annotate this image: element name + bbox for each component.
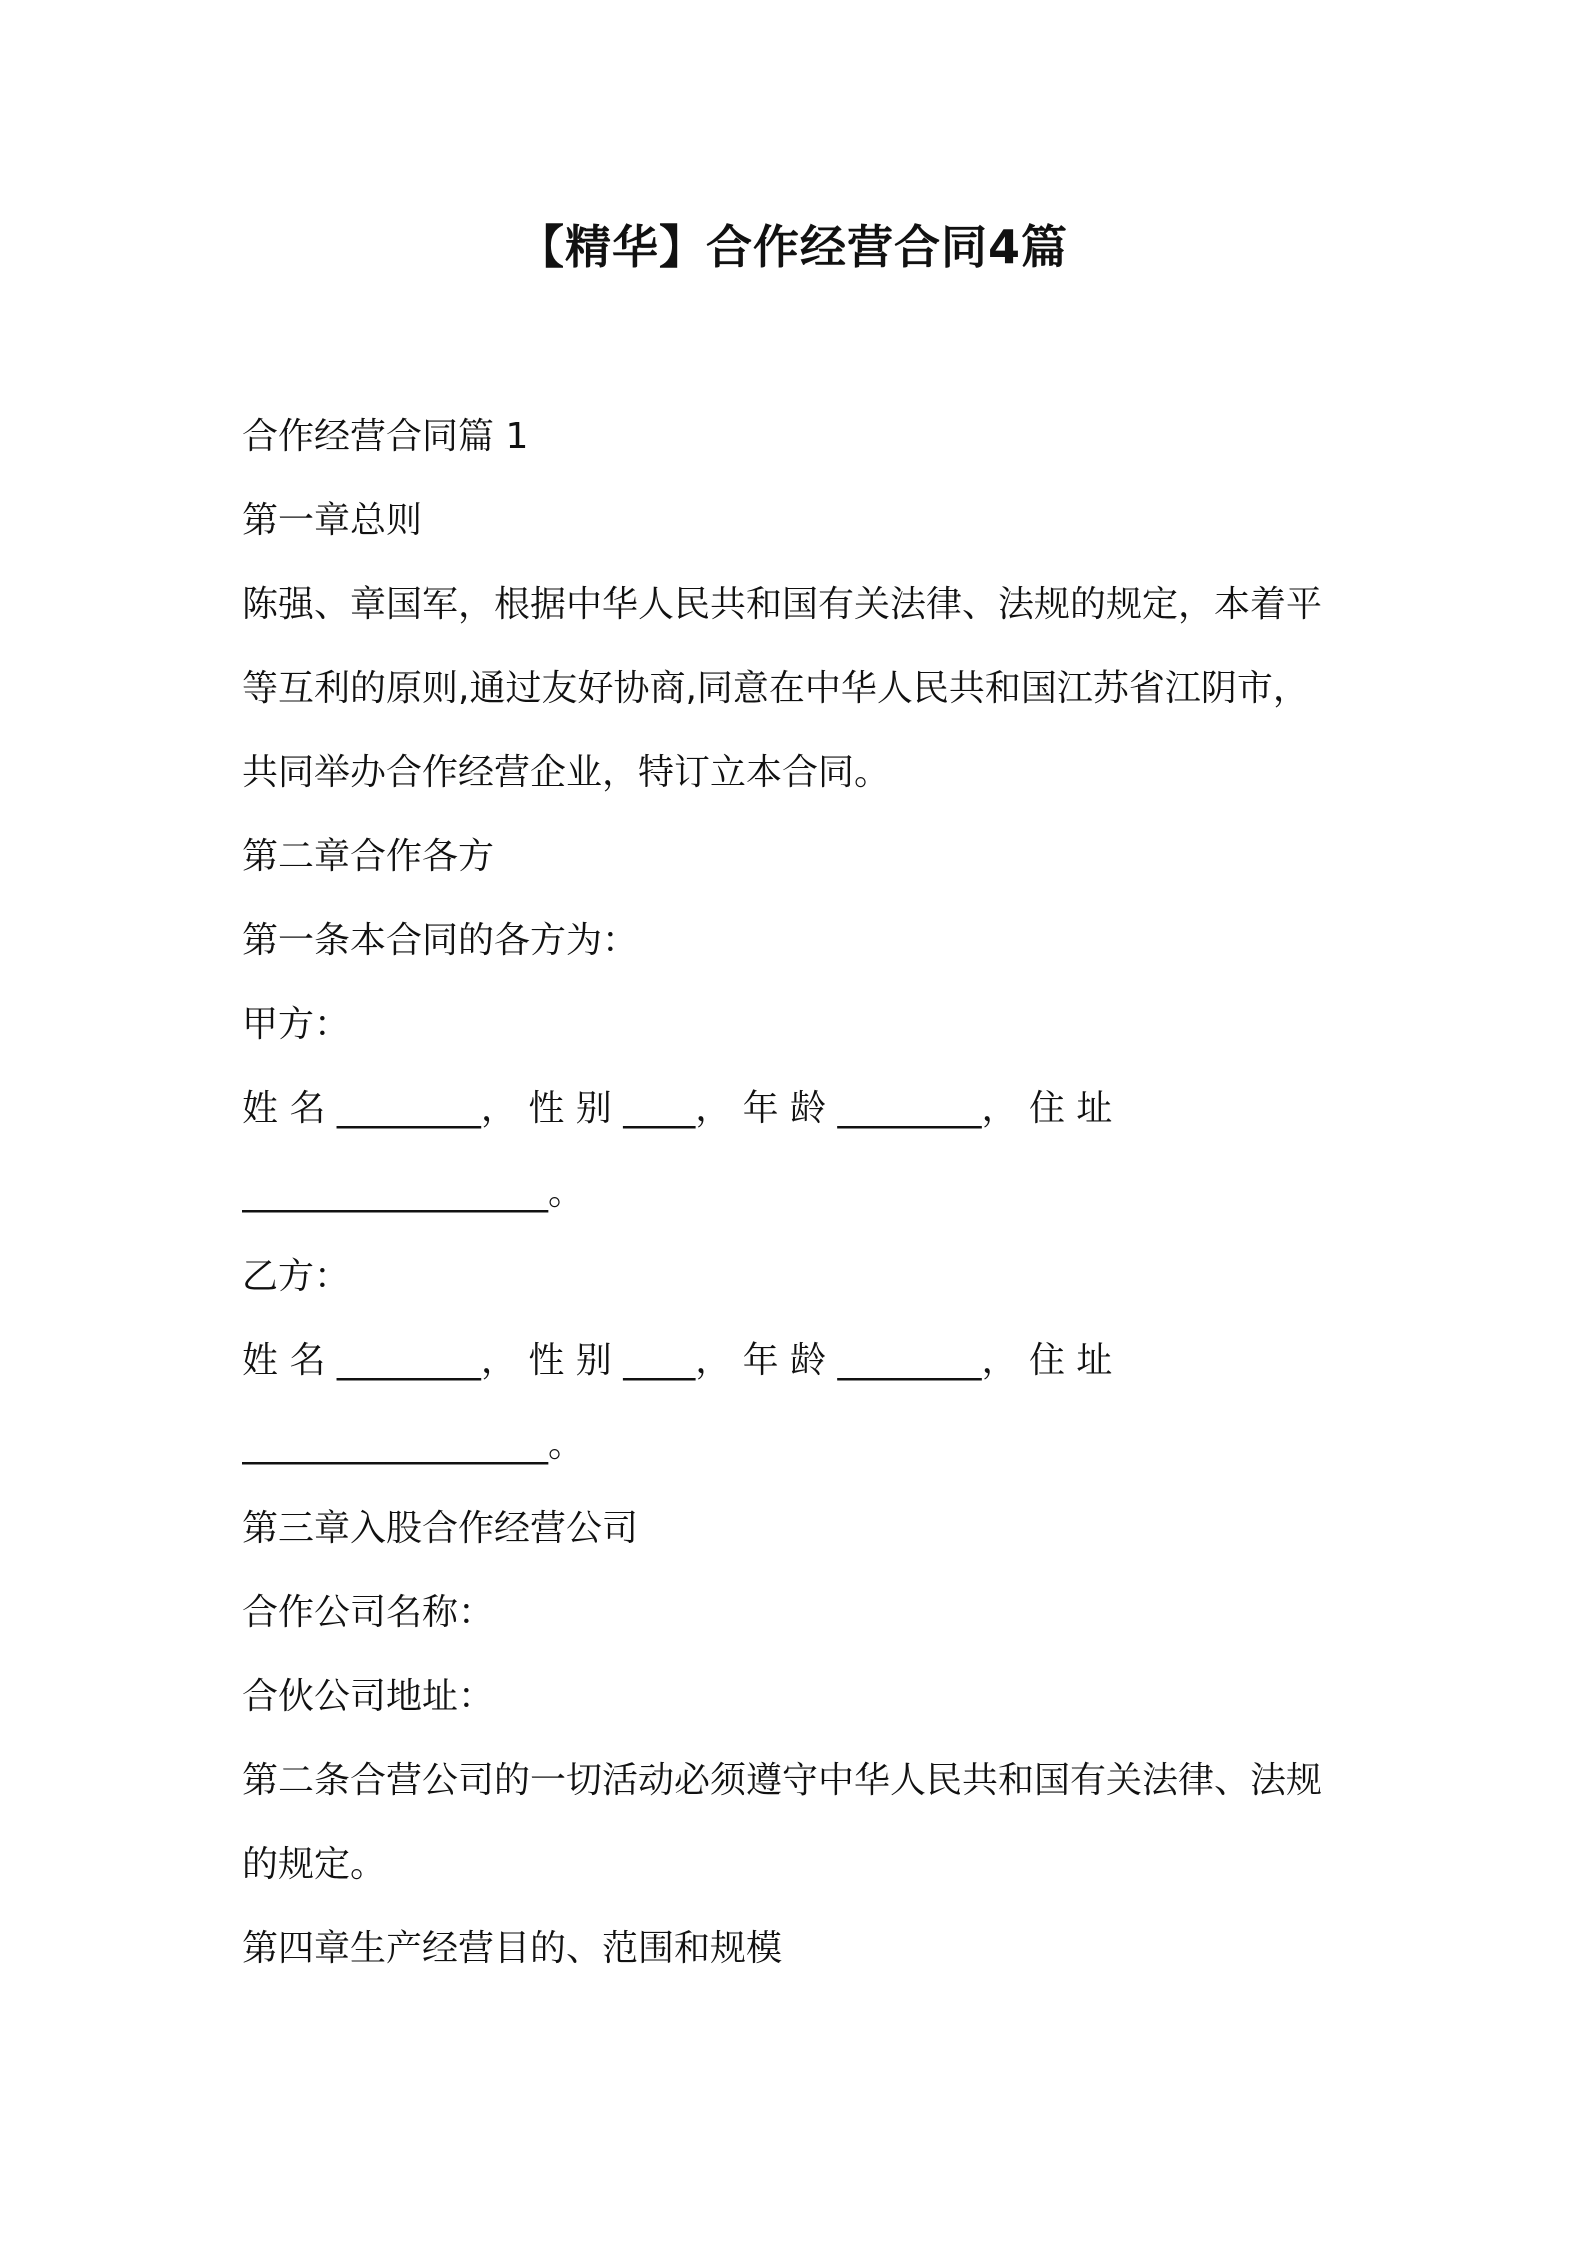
article-line: 的规定。 [242,1844,387,1885]
chapter-heading: 第一章总则 [242,500,423,541]
document-title: 【精华】合作经营合同4篇 [517,220,1068,274]
chapter-heading: 第四章生产经营目的、范围和规模 [242,1928,783,1969]
document-body [242,395,1352,1991]
company-address-line: 合伙公司地址： [242,1676,495,1717]
paragraph-line [242,563,1352,647]
chapter-heading: 第二章合作各方 [242,836,495,877]
paragraph-line: 等互利的原则,通过友好协商,同意在中华人民共和国江苏省江阴市， [242,668,1309,709]
article-line: 第一条本合同的各方为： [242,920,639,961]
paragraph-line: 共同举办合作经营企业，特订立本合同。 [242,752,891,793]
company-name-line: 合作公司名称： [242,1592,495,1633]
chapter-heading: 第三章入股合作经营公司 [242,1508,639,1549]
party-a-address-blank: _________________。 [242,1172,584,1213]
section-heading: 合作经营合同篇 1 [242,416,529,457]
party-a-fields: 姓 名 ________， 性 别 ____， 年 龄 ________， 住 址 [242,1088,1113,1129]
party-b-label: 乙方： [242,1256,351,1297]
party-a-label: 甲方： [242,1004,351,1045]
party-b-address-blank: _________________。 [242,1424,584,1465]
article-line: 第二条合营公司的一切活动必须遵守中华人民共和国有关法律、法规 [242,1760,1323,1801]
paragraph-text: 陈强、章国军，根据中华人民共和国有关法律、法规的规定，本着平 [242,584,1323,625]
party-b-fields: 姓 名 ________， 性 别 ____， 年 龄 ________， 住 址 [242,1340,1113,1381]
